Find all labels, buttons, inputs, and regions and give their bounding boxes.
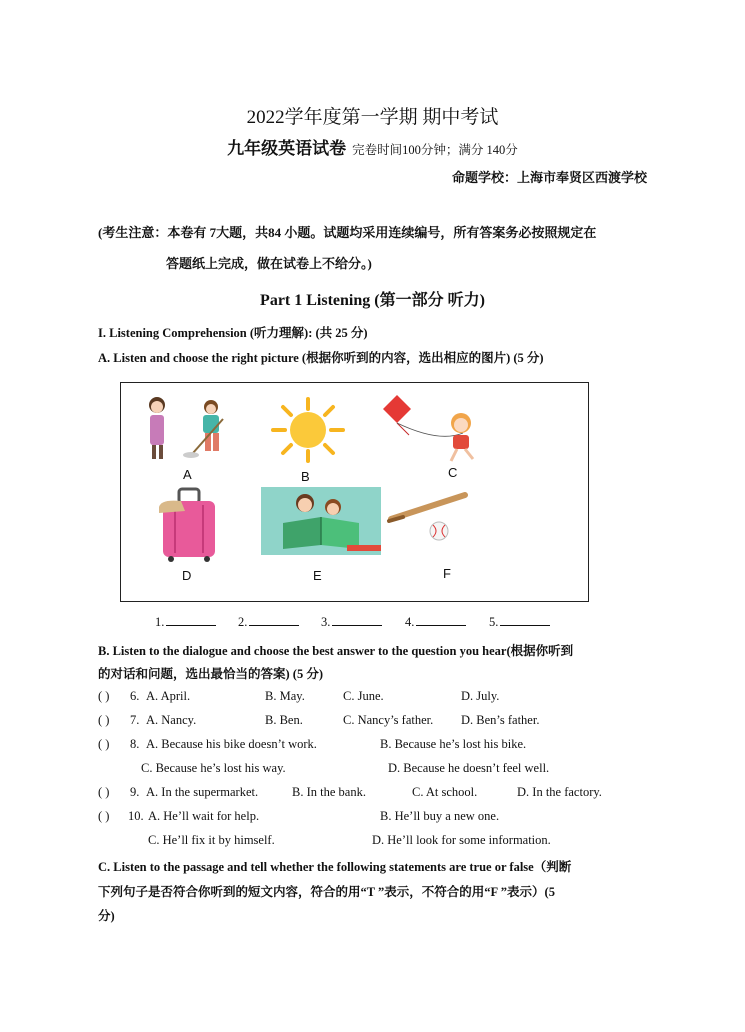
- section-A-heading: A. Listen and choose the right picture (根据你听到的内容，选出相应的图片) (5 分): [98, 351, 544, 365]
- girl-flying-kite-icon: [379, 393, 489, 467]
- q6-number: 6.: [130, 689, 140, 703]
- q6-answer-paren[interactable]: ( ): [98, 689, 110, 703]
- q7-option-d: D. Ben’s father.: [461, 713, 540, 727]
- q10-option-b: B. He’ll buy a new one.: [380, 809, 500, 823]
- q9-option-b: B. In the bank.: [292, 785, 366, 799]
- section-C-heading-line-2: 下列句子是否符合你听到的短文内容，符合的用“T ”表示，不符合的用“F ”表示）(5: [98, 885, 555, 899]
- picture-label-e: E: [313, 568, 322, 583]
- q7-answer-paren[interactable]: ( ): [98, 713, 110, 727]
- q8-option-a: A. Because his bike doesn’t work.: [146, 737, 317, 751]
- q10-answer-paren[interactable]: ( ): [98, 809, 110, 823]
- q10-option-c: C. He’ll fix it by himself.: [148, 833, 275, 847]
- q10-number: 10.: [128, 809, 144, 823]
- notice-line-1: (考生注意：本卷有 7大题，共84 小题。试题均采用连续编号，所有答案务必按照规定在: [98, 225, 597, 240]
- picture-label-a: A: [183, 467, 192, 482]
- section-I-heading: I. Listening Comprehension (听力理解): (共 25 分): [98, 326, 368, 340]
- q6-option-c: C. June.: [343, 689, 384, 703]
- section-C-heading-line-3: 分): [98, 909, 115, 923]
- q6-option-d: D. July.: [461, 689, 500, 703]
- picture-label-d: D: [182, 568, 192, 583]
- blank-2[interactable]: [238, 615, 299, 630]
- blank-label: 3.: [321, 615, 331, 629]
- picture-label-c: C: [448, 465, 458, 480]
- q8-option-b: B. Because he’s lost his bike.: [380, 737, 527, 751]
- picture-label-f: F: [443, 566, 451, 581]
- q9-option-d: D. In the factory.: [517, 785, 602, 799]
- q10-option-d: D. He’ll look for some information.: [372, 833, 551, 847]
- exam-subject: 九年级英语试卷: [227, 139, 347, 158]
- blank-3[interactable]: [321, 615, 382, 630]
- baseball-bat-ball-icon: [385, 491, 471, 547]
- notice-line-2: 答题纸上完成，做在试卷上不给分。): [166, 256, 372, 271]
- q9-number: 9.: [130, 785, 140, 799]
- exam-subtitle: [0, 134, 745, 159]
- q9-option-c: C. At school.: [412, 785, 478, 799]
- q7-number: 7.: [130, 713, 140, 727]
- q8-option-c: C. Because he’s lost his way.: [141, 761, 286, 775]
- blank-4[interactable]: [405, 615, 466, 630]
- q7-option-b: B. Ben.: [265, 713, 303, 727]
- part-title: Part 1 Listening (第一部分 听力): [260, 292, 485, 309]
- blank-label: 4.: [405, 615, 415, 629]
- q9-option-a: A. In the supermarket.: [146, 785, 259, 799]
- pink-suitcase-icon: [141, 487, 237, 565]
- blank-label: 5.: [489, 615, 499, 629]
- picture-box: [120, 382, 589, 602]
- children-reading-book-icon: [261, 487, 381, 555]
- exam-time-score: 完卷时间100分钟；满分 140分: [352, 143, 518, 157]
- blank-1[interactable]: [155, 615, 216, 630]
- q7-option-c: C. Nancy’s father.: [343, 713, 434, 727]
- section-B-heading-line-2: 的对话和问题，选出最恰当的答案) (5 分): [98, 667, 323, 681]
- q9-answer-paren[interactable]: ( ): [98, 785, 110, 799]
- blank-5[interactable]: [489, 615, 550, 630]
- blank-label: 2.: [238, 615, 248, 629]
- q8-number: 8.: [130, 737, 140, 751]
- section-C-heading-line-1: C. Listen to the passage and tell whether the following statements are true or false（判断: [98, 860, 572, 874]
- sun-icon: [259, 395, 357, 465]
- q6-option-a: A. April.: [146, 689, 191, 703]
- q8-answer-paren[interactable]: ( ): [98, 737, 110, 751]
- q8-option-d: D. Because he doesn’t feel well.: [388, 761, 550, 775]
- section-B-heading-line-1: B. Listen to the dialogue and choose the best answer to the question you hear(根据你听到: [98, 644, 574, 658]
- exam-school: 命题学校：上海市奉贤区西渡学校: [451, 170, 647, 185]
- blank-label: 1.: [155, 615, 165, 629]
- q7-option-a: A. Nancy.: [146, 713, 197, 727]
- q6-option-b: B. May.: [265, 689, 305, 703]
- q10-option-a: A. He’ll wait for help.: [148, 809, 260, 823]
- mother-child-mopping-icon: [135, 393, 239, 465]
- exam-title: 2022学年度第一学期 期中考试: [246, 107, 499, 128]
- picture-label-b: B: [301, 469, 310, 484]
